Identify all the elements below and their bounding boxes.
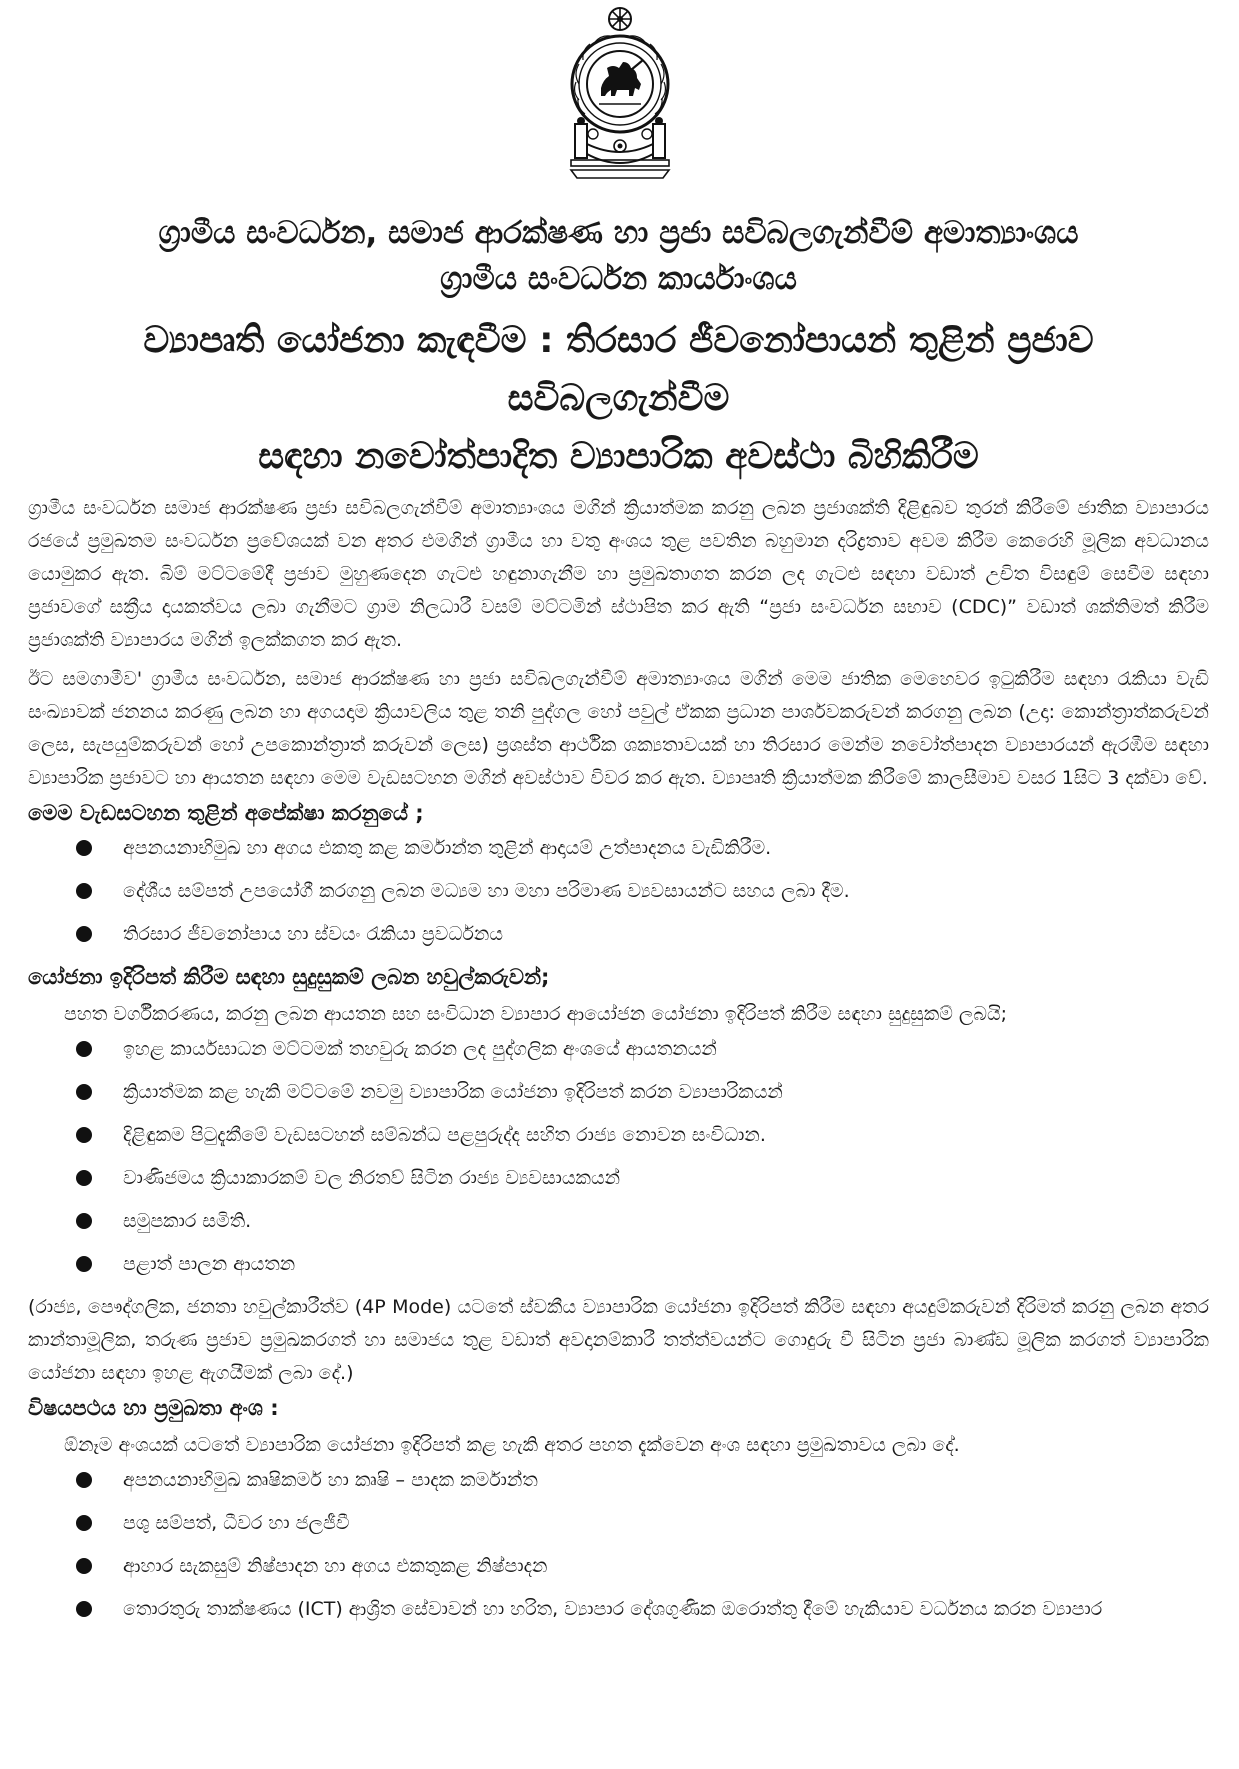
list-item [28,1550,1209,1583]
eligible-partners-list [28,1033,1209,1281]
department-name: ග්‍රාමීය සංවර්ධන කාර්යාංශය [440,261,797,297]
list-item [28,1205,1209,1238]
intro-paragraph-2: ඊට සමගාමීව' ග්‍රාමීය සංවර්ධන, සමාජ ආරක්ෂණ හා ප්‍රජා සවිබලගැන්වීම් අමාත්‍යාංශය මගින් මෙම ජාතික මෙහෙවර ඉටුකිරීම සඳහා රැකියා වැඩි සංඛ්‍යාවක් ජනනය කරණු ලබන හා අගයදාම ක්‍රියාවලිය තුළ තනි පුද්ගල හෝ පවුල් ඒකක ප්‍රධාන පාර්ශවකරුවන් කරගනු ලබන (උදා: කොන්ත්‍රාත්කරුවන් ලෙස, සැපයුම්කරුවන් හෝ උපකොන්ත්‍රාත් කරුවන් ලෙස) ප්‍රශස්ත ආර්ථික ශක්‍යතාවයක් හා තිරසාර මෙන්ම නවෝත්පාදන ව්‍යාපාරයන් ඇරඹීම සඳහා ව්‍යාපාරික ප්‍රජාවට හා ආයතන සඳහා මෙම වැඩසටහන මගින් අවස්ථාව විවර කර ඇත. ව්‍යාපෘති ක්‍රියාත්මක කිරීමේ කාලසීමාව වසර 1සිට 3 දක්වා වේ. [28,668,1209,789]
partners-note: (රාජ්‍ය, පෞද්ගලික, ජනතා හවුල්කාරීත්ව (4P Mode) යටතේ ස්වකීය ව්‍යාපාරික යෝජනා ඉදිරිපත් කිරීම සඳහා අයදුම්කරුවන් දිරිමත් කරනු ලබන අතර කාන්තාමූලික, තරුණ ප්‍රජාව ප්‍රමුඛකරගත් හා සමාජය තුළ වඩාත් අවදානම්කාරී තත්ත්වයන්ට ගොදුරු වී සිටින ප්‍රජා බාණ්ඩ මූලික කරගත් ව්‍යාපාරික යෝජනා සඳහා ඉහළ ඇගයීමක් ලබා දේ.) [28,1296,1209,1384]
emblem-container [0,0,1239,194]
intro-paragraph-1: ග්‍රාමීය සංවර්ධන සමාජ ආරක්ෂණ ප්‍රජා සවිබලගැන්වීම් අමාත්‍යාංශය මගින් ක්‍රියාත්මක කරනු ලබන ප්‍රජාශක්ති දිළිඳුබව තුරන් කිරීමේ ජාතික ව්‍යාපාරය රජයේ ප්‍රමුඛතම සංවර්ධන ප්‍රවේශයක් වන අතර එමගින් ග්‍රාමීය හා වතු අංශය තුළ පවතින බහුමාන දරිද්‍රතාව අවම කිරීම කෙරෙහි මූලික අවධානය යොමුකර ඇත. බිම් මට්ටමේදී ප්‍රජාව මුහුණදෙන ගැටළු හඳුනාගැනීම හා ප්‍රමුඛතාගත කරන ලද ගැටළු සඳහා වඩාත් උචිත විසඳුම් සෙවීම සඳහා ප්‍රජාවගේ සක්‍රීය දායකත්වය ලබා ගැනීමට ග්‍රාම නිලධාරී වසම් මට්ටමින් ස්ථාපිත කර ඇති “ප්‍රජා සංවර්ධන සභාව (CDC)” වඩාත් ශක්තිමත් කිරීම ප්‍රජාශක්ති ව්‍යාපාරය මගින් ඉලක්කගත කර ඇත. [28,497,1209,651]
list-item [28,918,1209,951]
list-item-text: සමුපකාර සමිති. [123,1210,252,1232]
ministry-name: ග්‍රාමීය සංවර්ධන, සමාජ ආරක්ෂණ හා ප්‍රජා සවිබලගැන්වීම් අමාත්‍යාංශය [158,215,1079,251]
list-item-text: ක්‍රියාත්මක කළ හැකි මට්ටමේ නවමු ව්‍යාපාරික යෝජනා ඉදිරිපත් කරන ව්‍යාපාරිකයන් [123,1081,783,1103]
list-item [28,1507,1209,1540]
list-item [28,1119,1209,1152]
bullet-icon [76,1256,92,1272]
sri-lanka-emblem-icon [557,4,683,182]
list-item-text: තිරසාර ජීවනෝපාය හා ස්වයං රැකියා ප්‍රවර්ධනය [123,923,503,945]
bullet-icon [76,840,92,856]
eligible-partners-intro: පහත වර්ගීකරණය, කරනු ලබන ආයතන සහ සංවිධාන ව්‍යාපාර ආයෝජන යෝජනා ඉදිරිපත් කිරීම සඳහා සුදුසුකම් ලබයි; [64,1003,1008,1025]
list-item [28,1076,1209,1109]
priority-sectors-list [28,1464,1209,1626]
list-item-text: පළාත් පාලන ආයතන [123,1253,296,1275]
list-item [28,1162,1209,1195]
bullet-icon [76,1041,92,1057]
list-item-text: අපනයනාභිමුඛ කෘෂිකර්ම හා කෘෂි – පාදක කර්මාන්ත [123,1469,538,1491]
bullet-icon [76,926,92,942]
list-item-text: පශු සම්පත්, ධීවර හා ජලජීවී [123,1512,350,1534]
bullet-icon [76,1558,92,1574]
list-item-text: ඉහළ කාර්යසාධන මට්ටමක් තහවුරු කරන ලද පුද්ගලික අංශයේ ආයතනයන් [123,1038,717,1060]
bullet-icon [76,1127,92,1143]
list-item-text: තොරතුරු තාක්ෂණය (ICT) ආශ්‍රිත සේවාවන් හා හරිත, ව්‍යාපාර දේශගුණික ඔරොත්තු දීමේ හැකියාව වර්ධනය කරන ව්‍යාපාර [123,1598,1103,1620]
list-item-text: වාණිජමය ක්‍රියාකාරකම් වල නිරතව් සිටින රාජ්‍ය ව්‍යවසායකයන් [123,1167,621,1189]
expectations-list [28,832,1209,951]
list-item [28,1033,1209,1066]
bullet-icon [76,1213,92,1229]
list-item [28,1248,1209,1281]
section-eligible-partners-heading: යෝජනා ඉදිරිපත් කිරීම සඳහා සුදුසුකම් ලබන හවුල්කරුවන්; [28,965,550,989]
bullet-icon [76,1472,92,1488]
list-item-text: දිළිඳුකම පිටුදැකීමේ වැඩසටහන් සම්බන්ධ පළපුරුද්ද සහිත රාජ්‍ය නොවන සංවිධාන. [123,1124,766,1146]
bullet-icon [76,1170,92,1186]
list-item [28,1593,1209,1626]
bullet-icon [76,1601,92,1617]
list-item-text: අපනයනාභිමුඛ හා අගය එකතු කළ කර්මාන්ත තුළින් ආදායම් උත්පාදනය වැඩිකිරීම. [123,837,772,859]
title-line-2: සඳහා නවෝත්පාදිත ව්‍යාපාරික අවස්ථා බිහිකිරීම [258,436,979,477]
section-scope-heading: විෂයපථය හා ප්‍රමුඛතා අංශ : [28,1396,279,1420]
list-item-text: දේශීය සම්පත් උපයෝගී කරගනු ලබන මධ්‍යම හා මහා පරිමාණ ව්‍යවසායන්ට සහය ලබා දීම. [123,880,850,902]
bullet-icon [76,883,92,899]
bullet-icon [76,1084,92,1100]
scope-intro: ඕනෑම අංශයක් යටතේ ව්‍යාපාරික යෝජනා ඉදිරිපත් කළ හැකි අතර පහත දැක්වෙන අංශ සඳහා ප්‍රමුඛතාවය ලබා දේ. [64,1434,960,1456]
title-line-1: ව්‍යාපෘති යෝජනා කැඳවීම : තිරසාර ජීවනෝපායන් තුළින් ප්‍රජාව සවිබලගැන්වීම [143,320,1094,419]
document-title [28,312,1209,486]
list-item [28,1464,1209,1497]
list-item-text: ආහාර සැකසුම් නිෂ්පාදන හා අගය එකතුකළ නිෂ්පාදන [123,1555,548,1577]
section-expectations-heading: මෙම වැඩසටහන තුළින් අපේක්ෂා කරනුයේ ; [28,801,424,825]
list-item [28,875,1209,908]
bullet-icon [76,1515,92,1531]
list-item [28,832,1209,865]
